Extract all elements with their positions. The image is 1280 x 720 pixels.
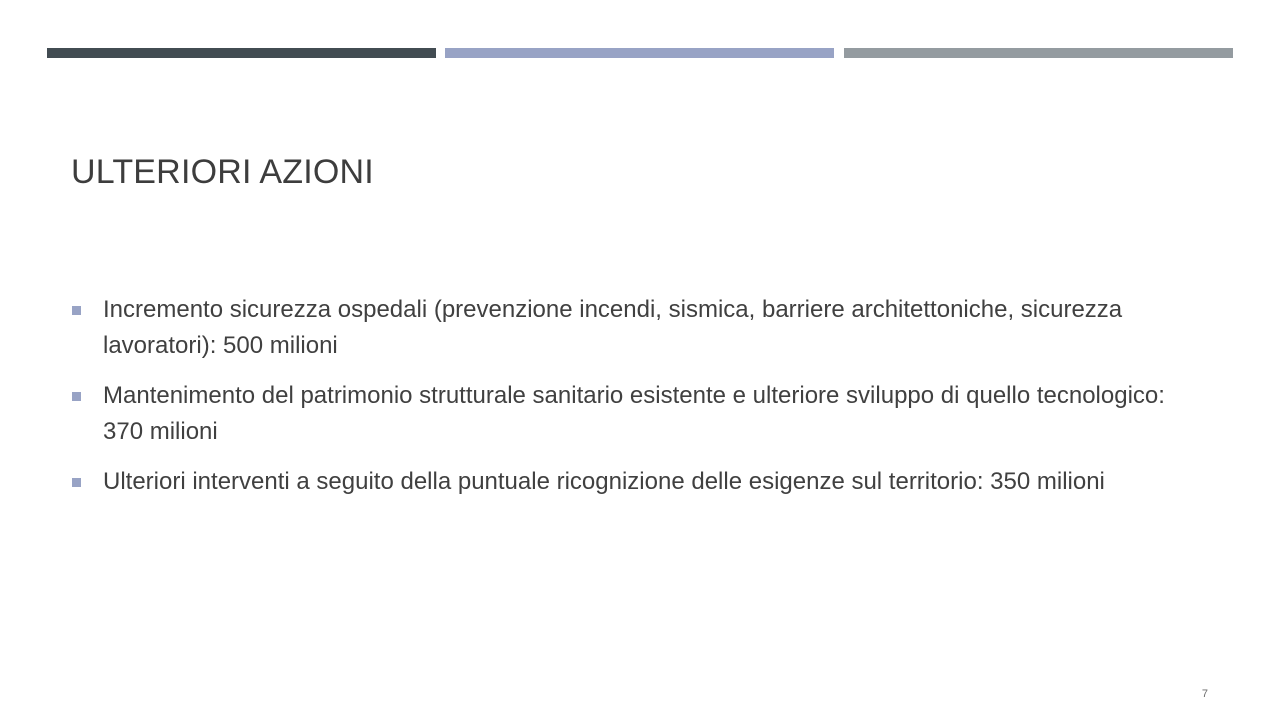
bullet-text: Incremento sicurezza ospedali (prevenzione incendi, sismica, barriere architettoniche, sicurezza lavoratori): 500 milioni bbox=[103, 296, 1123, 359]
bullet-list bbox=[71, 292, 1191, 514]
bullet-text: Mantenimento del patrimonio strutturale sanitario esistente e ulteriore sviluppo di quello tecnologico: 370 milioni bbox=[103, 382, 1165, 445]
bullet-item bbox=[71, 378, 1191, 450]
bullet-item bbox=[71, 464, 1191, 500]
header-bar-gray bbox=[844, 48, 1233, 58]
header-bar-dark bbox=[47, 48, 436, 58]
square-bullet-icon bbox=[72, 306, 81, 315]
header-bar-blue bbox=[445, 48, 834, 58]
square-bullet-icon bbox=[72, 478, 81, 487]
square-bullet-icon bbox=[72, 392, 81, 401]
page-number: 7 bbox=[1201, 688, 1208, 700]
slide-title: ULTERIORI AZIONI bbox=[71, 153, 374, 191]
bullet-item bbox=[71, 292, 1191, 364]
bullet-text: Ulteriori interventi a seguito della puntuale ricognizione delle esigenze sul territorio: 350 milioni bbox=[103, 468, 1105, 495]
